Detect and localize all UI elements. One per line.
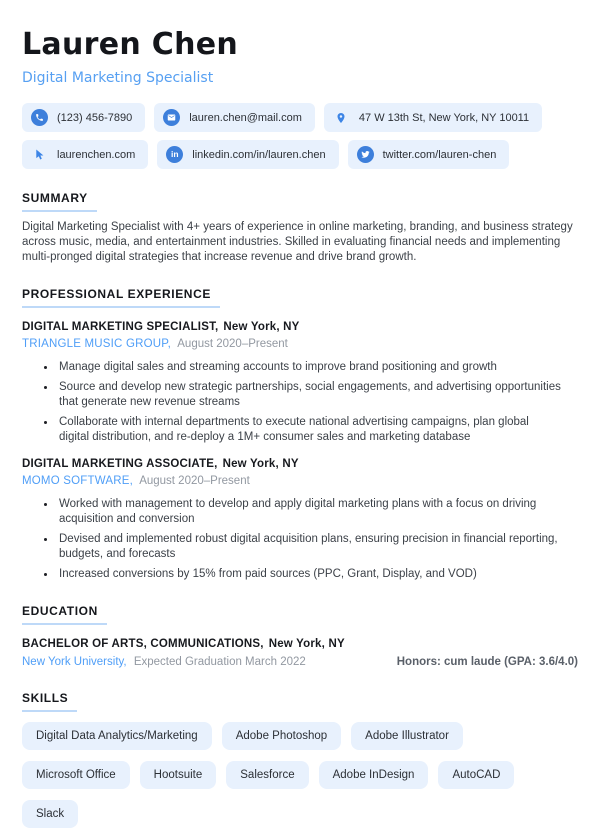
education-left — [22, 655, 306, 669]
skill-chip: Microsoft Office — [22, 761, 130, 789]
street-address: 47 W 13th St, New York, NY 10011 — [358, 111, 530, 124]
skills-section — [22, 689, 578, 828]
job-bullet-list — [22, 497, 578, 582]
location-pin-icon — [333, 109, 350, 126]
job-title-row — [22, 320, 578, 334]
job-bullet-list — [22, 360, 578, 445]
job-dates: August 2020–Present — [177, 338, 288, 350]
contact-chip-list — [22, 103, 578, 169]
company-link[interactable]: MOMO SOFTWARE, — [22, 475, 133, 487]
graduation-date: Expected Graduation March 2022 — [133, 656, 306, 668]
job-location: New York, NY — [222, 458, 299, 470]
skill-chip: AutoCAD — [438, 761, 514, 789]
education-heading: EDUCATION — [22, 605, 107, 625]
degree-location: New York, NY — [268, 638, 345, 650]
website-chip[interactable] — [22, 140, 148, 169]
job-bullet: • Collaborate with internal departments to execute national advertising campaigns, plan global digital distribution, and re-deploy a 1M+ consumer sales and marketing database — [56, 415, 561, 445]
job-title-subtitle: Digital Marketing Specialist — [22, 70, 214, 86]
job-title: DIGITAL MARKETING ASSOCIATE, — [22, 458, 218, 470]
company-link[interactable]: TRIANGLE MUSIC GROUP, — [22, 338, 172, 350]
linkedin-url: linkedin.com/in/lauren.chen — [192, 148, 326, 161]
honors-text: Honors: cum laude (GPA: 3.6/4.0) — [396, 656, 578, 668]
address-chip[interactable] — [324, 103, 542, 132]
page-title: Lauren Chen — [22, 27, 239, 62]
experience-heading: PROFESSIONAL EXPERIENCE — [22, 288, 220, 308]
summary-text: Digital Marketing Specialist with 4+ years of experience in online marketing, branding, and business strategy across music, media, and entertainment industries. Skilled in evaluating financial needs and implementing multi-pronged digital strategies that increase revenue and drive brand growth. — [22, 221, 573, 263]
job-bullet: • Worked with management to develop and apply digital marketing plans with a focus on driving acquisition and conversion — [56, 497, 561, 527]
job-entry — [22, 457, 578, 582]
job-title: DIGITAL MARKETING SPECIALIST, — [22, 321, 219, 333]
linkedin-chip[interactable] — [157, 140, 338, 169]
job-bullet: • Increased conversions by 15% from paid sources (PPC, Grant, Display, and VOD) — [56, 567, 561, 582]
skill-chip: Salesforce — [226, 761, 308, 789]
experience-section — [22, 285, 578, 582]
skill-chip: Hootsuite — [140, 761, 217, 789]
job-bullet: • Devised and implemented robust digital acquisition plans, ensuring precision in financial reporting, budgets, and forecasts — [56, 532, 561, 562]
summary-heading: SUMMARY — [22, 192, 97, 212]
phone-number: (123) 456-7890 — [57, 111, 133, 124]
job-meta-row — [22, 474, 578, 488]
twitter-url: twitter.com/lauren-chen — [382, 148, 497, 161]
job-bullet: • Manage digital sales and streaming accounts to improve brand positioning and growth — [56, 360, 561, 375]
email-address: lauren.chen@mail.com — [189, 111, 302, 124]
twitter-chip[interactable] — [348, 140, 510, 169]
website-url: laurenchen.com — [57, 148, 136, 161]
cursor-icon — [31, 146, 48, 163]
degree-row — [22, 637, 578, 651]
email-icon — [163, 109, 180, 126]
twitter-icon — [357, 146, 374, 163]
skills-heading: SKILLS — [22, 692, 77, 712]
job-entry — [22, 320, 578, 445]
email-chip[interactable] — [154, 103, 315, 132]
job-title-row — [22, 457, 578, 471]
skills-chip-list — [22, 722, 578, 828]
education-meta-row — [22, 655, 578, 669]
education-section — [22, 602, 578, 669]
phone-chip[interactable] — [22, 103, 145, 132]
school-link[interactable]: New York University, — [22, 656, 127, 668]
skill-chip: Slack — [22, 800, 78, 828]
job-bullet: • Source and develop new strategic partnerships, social engagements, and advertising opportunities that generate new revenue streams — [56, 380, 561, 410]
degree-title: BACHELOR OF ARTS, COMMUNICATIONS, — [22, 638, 264, 650]
linkedin-icon: in — [166, 146, 183, 163]
skill-chip: Adobe InDesign — [319, 761, 429, 789]
job-location: New York, NY — [223, 321, 300, 333]
skill-chip: Digital Data Analytics/Marketing — [22, 722, 212, 750]
summary-section — [22, 189, 578, 265]
skill-chip: Adobe Photoshop — [222, 722, 341, 750]
job-dates: August 2020–Present — [139, 475, 250, 487]
skill-chip: Adobe Illustrator — [351, 722, 463, 750]
phone-icon — [31, 109, 48, 126]
job-meta-row — [22, 337, 578, 351]
